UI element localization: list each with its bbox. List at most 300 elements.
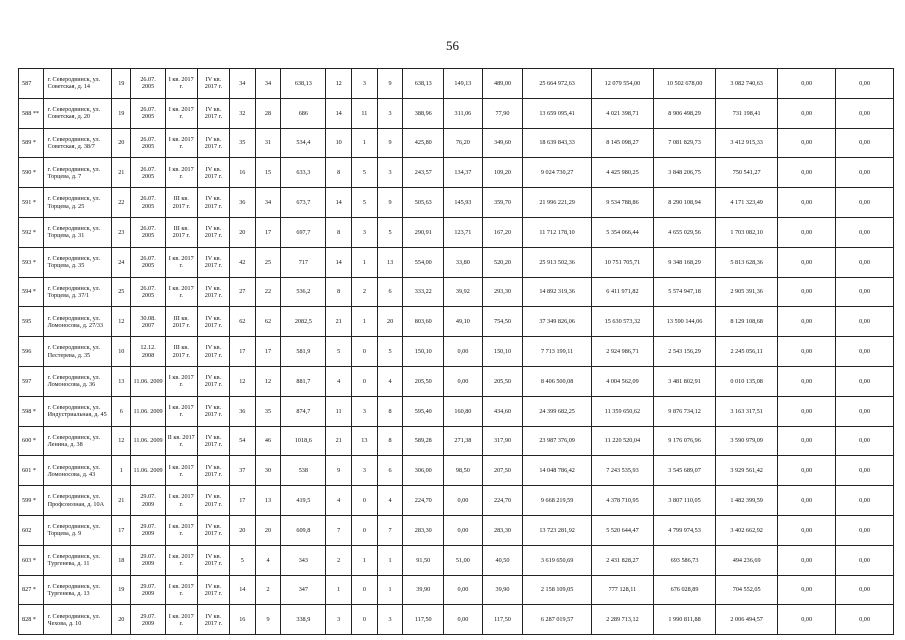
- cell-extra-cost-2: 0,00: [836, 605, 894, 635]
- cell-residents-relocated: 34: [255, 69, 281, 99]
- cell-planned-end: IV кв. 2017 г.: [197, 69, 229, 99]
- cell-cost-total: 18 639 843,33: [523, 128, 592, 158]
- cell-cost-total: 25 664 972,63: [523, 69, 592, 99]
- cell-address: г. Северодвинск, ул. Тургенева, д. 11: [43, 545, 112, 575]
- cell-area-relocated: 595,40: [403, 396, 444, 426]
- cell-address: г. Северодвинск, ул. Торцева, д. 7: [43, 158, 112, 188]
- cell-cost-total: 13 659 095,41: [523, 98, 592, 128]
- cell-planned-end: IV кв. 2017 г.: [197, 486, 229, 516]
- cell-cost-total: 8 406 500,08: [523, 366, 592, 396]
- cell-rooms-municipal: 6: [377, 277, 403, 307]
- cell-residents-planned: 27: [229, 277, 255, 307]
- cell-area-private: 76,20: [444, 128, 483, 158]
- cell-area-total: 581,9: [281, 337, 326, 367]
- cell-area-total: 633,3: [281, 158, 326, 188]
- cell-extra-cost-2: 0,00: [836, 515, 894, 545]
- table-row: [19, 307, 894, 337]
- cell-residents-planned: 54: [229, 426, 255, 456]
- cell-extra-cost-2: 0,00: [836, 396, 894, 426]
- cell-fund-cost: 4 378 710,95: [591, 486, 653, 516]
- cell-planned-start: III кв. 2017 г.: [165, 188, 197, 218]
- cell-area-private: 0,00: [444, 575, 483, 605]
- cell-area-relocated: 638,13: [403, 69, 444, 99]
- cell-area-total: 1018,6: [281, 426, 326, 456]
- table-row: [19, 128, 894, 158]
- cell-residents-planned: 34: [229, 69, 255, 99]
- cell-area-relocated: 224,70: [403, 486, 444, 516]
- cell-residents-planned: 14: [229, 575, 255, 605]
- cell-area-municipal: 207,50: [482, 456, 523, 486]
- cell-area-municipal: 39,90: [482, 575, 523, 605]
- cell-planned-end: IV кв. 2017 г.: [197, 426, 229, 456]
- table-row: [19, 366, 894, 396]
- cell-area-relocated: 117,50: [403, 605, 444, 635]
- cell-planned-end: IV кв. 2017 г.: [197, 158, 229, 188]
- cell-extra-cost-2: 0,00: [836, 158, 894, 188]
- cell-residents-relocated: 9: [255, 605, 281, 635]
- cell-row-number: 594 *: [19, 277, 44, 307]
- table-row: [19, 545, 894, 575]
- cell-row-number: 588 **: [19, 98, 44, 128]
- cell-planned-end: IV кв. 2017 г.: [197, 545, 229, 575]
- cell-recognition-date: 29.07. 2009: [131, 486, 165, 516]
- cell-extra-cost-2: 0,00: [836, 247, 894, 277]
- cell-residents-planned: 17: [229, 337, 255, 367]
- cell-address: г. Северодвинск, ул. Ленина, д. 38: [43, 426, 112, 456]
- cell-cost-total: 9 668 219,59: [523, 486, 592, 516]
- cell-local-cost: 3 590 979,09: [716, 426, 778, 456]
- cell-fund-cost: 8 145 098,27: [591, 128, 653, 158]
- cell-rooms-total: 8: [326, 217, 352, 247]
- cell-rooms-municipal: 5: [377, 337, 403, 367]
- cell-extra-cost-2: 0,00: [836, 456, 894, 486]
- cell-area-private: 145,93: [444, 188, 483, 218]
- cell-extra-cost-2: 0,00: [836, 337, 894, 367]
- cell-extra-cost-2: 0,00: [836, 217, 894, 247]
- cell-residents-planned: 16: [229, 605, 255, 635]
- cell-extra-cost-1: 0,00: [778, 337, 836, 367]
- cell-house-number: 20: [112, 605, 131, 635]
- cell-row-number: 603 *: [19, 545, 44, 575]
- cell-house-number: 23: [112, 217, 131, 247]
- cell-residents-relocated: 13: [255, 486, 281, 516]
- cell-area-relocated: 243,57: [403, 158, 444, 188]
- cell-region-cost: 693 586,73: [653, 545, 715, 575]
- cell-rooms-private: 1: [352, 545, 378, 575]
- cell-local-cost: 494 236,69: [716, 545, 778, 575]
- cell-house-number: 12: [112, 307, 131, 337]
- cell-residents-relocated: 22: [255, 277, 281, 307]
- cell-area-private: 149,13: [444, 69, 483, 99]
- cell-row-number: 587: [19, 69, 44, 99]
- cell-house-number: 6: [112, 396, 131, 426]
- cell-rooms-municipal: 20: [377, 307, 403, 337]
- cell-area-total: 881,7: [281, 366, 326, 396]
- cell-planned-end: IV кв. 2017 г.: [197, 307, 229, 337]
- cell-local-cost: 1 482 399,59: [716, 486, 778, 516]
- cell-residents-relocated: 25: [255, 247, 281, 277]
- cell-planned-end: IV кв. 2017 г.: [197, 277, 229, 307]
- cell-planned-end: IV кв. 2017 г.: [197, 128, 229, 158]
- cell-extra-cost-1: 0,00: [778, 128, 836, 158]
- cell-rooms-municipal: 8: [377, 426, 403, 456]
- cell-area-municipal: 117,50: [482, 605, 523, 635]
- cell-fund-cost: 4 021 398,71: [591, 98, 653, 128]
- cell-area-total: 686: [281, 98, 326, 128]
- cell-house-number: 17: [112, 515, 131, 545]
- cell-region-cost: 4 655 029,56: [653, 217, 715, 247]
- cell-residents-relocated: 62: [255, 307, 281, 337]
- table-row: [19, 426, 894, 456]
- cell-address: г. Северодвинск, ул. Торцева, д. 35: [43, 247, 112, 277]
- cell-fund-cost: 777 128,11: [591, 575, 653, 605]
- cell-fund-cost: 5 354 066,44: [591, 217, 653, 247]
- cell-rooms-municipal: 6: [377, 456, 403, 486]
- cell-rooms-total: 1: [326, 575, 352, 605]
- cell-area-relocated: 333,22: [403, 277, 444, 307]
- cell-residents-relocated: 17: [255, 217, 281, 247]
- table-body: [19, 69, 894, 635]
- cell-address: г. Северодвинск, ул. Профсоюзная, д. 10А: [43, 486, 112, 516]
- cell-rooms-private: 2: [352, 277, 378, 307]
- cell-planned-start: I кв. 2017 г.: [165, 456, 197, 486]
- cell-planned-start: I кв. 2017 г.: [165, 575, 197, 605]
- cell-fund-cost: 5 520 644,47: [591, 515, 653, 545]
- cell-rooms-private: 3: [352, 217, 378, 247]
- cell-planned-end: IV кв. 2017 г.: [197, 188, 229, 218]
- cell-planned-end: IV кв. 2017 г.: [197, 217, 229, 247]
- cell-recognition-date: 26.07. 2005: [131, 277, 165, 307]
- cell-area-municipal: 489,00: [482, 69, 523, 99]
- cell-residents-relocated: 34: [255, 188, 281, 218]
- cell-area-private: 134,37: [444, 158, 483, 188]
- cell-cost-total: 6 287 019,57: [523, 605, 592, 635]
- cell-rooms-total: 3: [326, 605, 352, 635]
- cell-recognition-date: 26.07. 2005: [131, 217, 165, 247]
- cell-area-private: 33,80: [444, 247, 483, 277]
- cell-extra-cost-1: 0,00: [778, 307, 836, 337]
- cell-region-cost: 13 590 144,06: [653, 307, 715, 337]
- cell-house-number: 21: [112, 486, 131, 516]
- cell-planned-start: III кв. 2017 г.: [165, 307, 197, 337]
- cell-recognition-date: 29.07. 2009: [131, 605, 165, 635]
- cell-address: г. Северодвинск, ул. Советская, д. 20: [43, 98, 112, 128]
- cell-extra-cost-1: 0,00: [778, 217, 836, 247]
- cell-local-cost: 0 010 135,08: [716, 366, 778, 396]
- cell-area-relocated: 150,10: [403, 337, 444, 367]
- cell-rooms-municipal: 4: [377, 366, 403, 396]
- cell-local-cost: 731 198,41: [716, 98, 778, 128]
- cell-fund-cost: 10 751 705,71: [591, 247, 653, 277]
- cell-residents-relocated: 12: [255, 366, 281, 396]
- cell-local-cost: 1 703 082,10: [716, 217, 778, 247]
- cell-residents-relocated: 46: [255, 426, 281, 456]
- cell-recognition-date: 11.06. 2009: [131, 426, 165, 456]
- cell-rooms-total: 21: [326, 426, 352, 456]
- cell-extra-cost-2: 0,00: [836, 188, 894, 218]
- cell-area-municipal: 317,90: [482, 426, 523, 456]
- cell-area-total: 347: [281, 575, 326, 605]
- cell-house-number: 19: [112, 69, 131, 99]
- cell-rooms-total: 8: [326, 277, 352, 307]
- cell-area-total: 717: [281, 247, 326, 277]
- cell-area-private: 271,38: [444, 426, 483, 456]
- cell-planned-start: I кв. 2017 г.: [165, 486, 197, 516]
- cell-address: г. Северодвинск, ул. Ломоносова, д. 27/33: [43, 307, 112, 337]
- cell-local-cost: 2 905 391,36: [716, 277, 778, 307]
- cell-area-relocated: 39,90: [403, 575, 444, 605]
- cell-local-cost: 750 541,27: [716, 158, 778, 188]
- table-row: [19, 605, 894, 635]
- cell-area-municipal: 520,20: [482, 247, 523, 277]
- cell-fund-cost: 6 411 971,82: [591, 277, 653, 307]
- cell-row-number: 592 *: [19, 217, 44, 247]
- cell-extra-cost-1: 0,00: [778, 605, 836, 635]
- cell-residents-relocated: 35: [255, 396, 281, 426]
- cell-extra-cost-1: 0,00: [778, 188, 836, 218]
- cell-planned-start: I кв. 2017 г.: [165, 98, 197, 128]
- cell-residents-relocated: 15: [255, 158, 281, 188]
- cell-cost-total: 9 024 730,27: [523, 158, 592, 188]
- cell-extra-cost-2: 0,00: [836, 545, 894, 575]
- cell-recognition-date: 11.06. 2009: [131, 396, 165, 426]
- cell-region-cost: 9 348 168,29: [653, 247, 715, 277]
- cell-region-cost: 3 848 206,75: [653, 158, 715, 188]
- cell-planned-end: IV кв. 2017 г.: [197, 337, 229, 367]
- cell-area-total: 874,7: [281, 396, 326, 426]
- cell-extra-cost-1: 0,00: [778, 366, 836, 396]
- cell-planned-start: I кв. 2017 г.: [165, 158, 197, 188]
- cell-extra-cost-1: 0,00: [778, 456, 836, 486]
- cell-area-relocated: 425,80: [403, 128, 444, 158]
- cell-area-relocated: 589,28: [403, 426, 444, 456]
- cell-address: г. Северодвинск, ул. Торцева, д. 37/1: [43, 277, 112, 307]
- cell-row-number: 591 *: [19, 188, 44, 218]
- cell-rooms-total: 21: [326, 307, 352, 337]
- table-row: [19, 158, 894, 188]
- cell-area-municipal: 109,20: [482, 158, 523, 188]
- cell-rooms-private: 0: [352, 575, 378, 605]
- cell-region-cost: 8 290 108,94: [653, 188, 715, 218]
- cell-recognition-date: 29.07. 2009: [131, 515, 165, 545]
- cell-rooms-private: 1: [352, 307, 378, 337]
- cell-fund-cost: 9 534 788,86: [591, 188, 653, 218]
- cell-local-cost: 3 163 317,51: [716, 396, 778, 426]
- cell-address: г. Северодвинск, ул. Ломоносова, д. 43: [43, 456, 112, 486]
- cell-house-number: 18: [112, 545, 131, 575]
- table-row: [19, 98, 894, 128]
- cell-planned-start: III кв. 2017 г.: [165, 337, 197, 367]
- cell-area-municipal: 224,70: [482, 486, 523, 516]
- cell-cost-total: 37 349 826,06: [523, 307, 592, 337]
- cell-extra-cost-2: 0,00: [836, 98, 894, 128]
- cell-rooms-municipal: 3: [377, 605, 403, 635]
- cell-residents-planned: 42: [229, 247, 255, 277]
- cell-area-total: 338,9: [281, 605, 326, 635]
- cell-house-number: 19: [112, 575, 131, 605]
- cell-area-relocated: 505,63: [403, 188, 444, 218]
- cell-area-private: 123,71: [444, 217, 483, 247]
- cell-cost-total: 3 619 650,69: [523, 545, 592, 575]
- cell-rooms-private: 0: [352, 605, 378, 635]
- cell-area-municipal: 40,50: [482, 545, 523, 575]
- cell-rooms-private: 3: [352, 396, 378, 426]
- cell-house-number: 10: [112, 337, 131, 367]
- cell-house-number: 22: [112, 188, 131, 218]
- cell-rooms-total: 5: [326, 337, 352, 367]
- table-row: [19, 396, 894, 426]
- cell-rooms-private: 1: [352, 247, 378, 277]
- cell-area-private: 0,00: [444, 366, 483, 396]
- cell-recognition-date: 26.07. 2005: [131, 158, 165, 188]
- cell-residents-relocated: 2: [255, 575, 281, 605]
- cell-area-relocated: 306,00: [403, 456, 444, 486]
- cell-area-private: 0,00: [444, 605, 483, 635]
- cell-row-number: 597: [19, 366, 44, 396]
- cell-rooms-total: 14: [326, 188, 352, 218]
- cell-area-relocated: 283,30: [403, 515, 444, 545]
- cell-area-municipal: 349,60: [482, 128, 523, 158]
- cell-area-municipal: 434,60: [482, 396, 523, 426]
- cell-rooms-private: 0: [352, 486, 378, 516]
- cell-residents-relocated: 31: [255, 128, 281, 158]
- cell-rooms-total: 12: [326, 69, 352, 99]
- cell-address: г. Северодвинск, ул. Пестерева, д. 35: [43, 337, 112, 367]
- cell-rooms-private: 5: [352, 188, 378, 218]
- cell-rooms-total: 9: [326, 456, 352, 486]
- cell-address: г. Северодвинск, ул. Советская, д. 38/7: [43, 128, 112, 158]
- cell-planned-start: I кв. 2017 г.: [165, 366, 197, 396]
- cell-area-municipal: 205,50: [482, 366, 523, 396]
- cell-rooms-total: 4: [326, 366, 352, 396]
- cell-local-cost: 2 245 056,11: [716, 337, 778, 367]
- cell-local-cost: 4 171 323,49: [716, 188, 778, 218]
- cell-residents-relocated: 28: [255, 98, 281, 128]
- cell-area-total: 419,5: [281, 486, 326, 516]
- cell-row-number: 601 *: [19, 456, 44, 486]
- cell-rooms-total: 4: [326, 486, 352, 516]
- cell-planned-start: I кв. 2017 г.: [165, 515, 197, 545]
- cell-region-cost: 3 545 689,07: [653, 456, 715, 486]
- cell-rooms-private: 3: [352, 456, 378, 486]
- cell-region-cost: 4 799 974,53: [653, 515, 715, 545]
- cell-area-total: 536,2: [281, 277, 326, 307]
- cell-planned-end: IV кв. 2017 г.: [197, 247, 229, 277]
- cell-planned-start: I кв. 2017 г.: [165, 128, 197, 158]
- cell-fund-cost: 4 425 980,25: [591, 158, 653, 188]
- table-row: [19, 575, 894, 605]
- cell-address: г. Северодвинск, ул. Торцева, д. 9: [43, 515, 112, 545]
- table-row: [19, 69, 894, 99]
- cell-row-number: 602: [19, 515, 44, 545]
- cell-rooms-total: 7: [326, 515, 352, 545]
- cell-rooms-municipal: 4: [377, 486, 403, 516]
- cell-residents-planned: 12: [229, 366, 255, 396]
- cell-area-private: 0,00: [444, 337, 483, 367]
- cell-residents-planned: 32: [229, 98, 255, 128]
- cell-house-number: 12: [112, 426, 131, 456]
- cell-residents-planned: 36: [229, 188, 255, 218]
- cell-region-cost: 2 543 156,29: [653, 337, 715, 367]
- cell-extra-cost-1: 0,00: [778, 396, 836, 426]
- cell-area-total: 538: [281, 456, 326, 486]
- resettlement-table: [18, 68, 894, 635]
- cell-fund-cost: 15 630 573,32: [591, 307, 653, 337]
- cell-rooms-total: 14: [326, 247, 352, 277]
- cell-extra-cost-2: 0,00: [836, 366, 894, 396]
- cell-house-number: 1: [112, 456, 131, 486]
- cell-area-total: 609,8: [281, 515, 326, 545]
- table-row: [19, 217, 894, 247]
- cell-planned-end: IV кв. 2017 г.: [197, 605, 229, 635]
- cell-extra-cost-2: 0,00: [836, 575, 894, 605]
- cell-rooms-total: 11: [326, 396, 352, 426]
- cell-cost-total: 13 723 281,92: [523, 515, 592, 545]
- cell-residents-relocated: 30: [255, 456, 281, 486]
- cell-region-cost: 8 906 498,29: [653, 98, 715, 128]
- cell-address: г. Северодвинск, ул. Чехова, д. 10: [43, 605, 112, 635]
- cell-area-private: 311,06: [444, 98, 483, 128]
- cell-area-relocated: 803,60: [403, 307, 444, 337]
- cell-region-cost: 9 876 734,12: [653, 396, 715, 426]
- cell-fund-cost: 2 924 986,71: [591, 337, 653, 367]
- cell-recognition-date: 30.08. 2007: [131, 307, 165, 337]
- cell-rooms-municipal: 9: [377, 128, 403, 158]
- cell-local-cost: 704 552,05: [716, 575, 778, 605]
- cell-recognition-date: 11.06. 2009: [131, 366, 165, 396]
- cell-area-municipal: 283,30: [482, 515, 523, 545]
- cell-local-cost: 3 929 561,42: [716, 456, 778, 486]
- cell-fund-cost: 2 431 828,27: [591, 545, 653, 575]
- cell-rooms-private: 0: [352, 337, 378, 367]
- cell-residents-planned: 36: [229, 396, 255, 426]
- cell-extra-cost-2: 0,00: [836, 307, 894, 337]
- cell-rooms-total: 10: [326, 128, 352, 158]
- cell-row-number: 827 *: [19, 575, 44, 605]
- cell-area-municipal: 293,30: [482, 277, 523, 307]
- page-number: 56: [446, 38, 459, 53]
- table-row: [19, 277, 894, 307]
- cell-extra-cost-1: 0,00: [778, 486, 836, 516]
- cell-area-relocated: 205,50: [403, 366, 444, 396]
- cell-house-number: 19: [112, 98, 131, 128]
- cell-area-relocated: 388,96: [403, 98, 444, 128]
- cell-region-cost: 1 990 811,88: [653, 605, 715, 635]
- cell-residents-relocated: 20: [255, 515, 281, 545]
- cell-region-cost: 10 502 678,00: [653, 69, 715, 99]
- cell-planned-start: II кв. 2017 г.: [165, 426, 197, 456]
- cell-rooms-private: 13: [352, 426, 378, 456]
- cell-recognition-date: 11.06. 2009: [131, 456, 165, 486]
- cell-recognition-date: 12.12. 2008: [131, 337, 165, 367]
- cell-area-total: 673,7: [281, 188, 326, 218]
- cell-fund-cost: 12 079 554,00: [591, 69, 653, 99]
- cell-rooms-total: 8: [326, 158, 352, 188]
- cell-row-number: 598 *: [19, 396, 44, 426]
- cell-cost-total: 23 987 376,09: [523, 426, 592, 456]
- cell-area-relocated: 91,50: [403, 545, 444, 575]
- cell-rooms-private: 5: [352, 158, 378, 188]
- cell-area-total: 343: [281, 545, 326, 575]
- cell-rooms-municipal: 9: [377, 188, 403, 218]
- cell-extra-cost-1: 0,00: [778, 98, 836, 128]
- cell-house-number: 21: [112, 158, 131, 188]
- cell-row-number: 593 *: [19, 247, 44, 277]
- cell-residents-planned: 20: [229, 217, 255, 247]
- cell-house-number: 25: [112, 277, 131, 307]
- cell-rooms-municipal: 5: [377, 217, 403, 247]
- cell-rooms-municipal: 1: [377, 545, 403, 575]
